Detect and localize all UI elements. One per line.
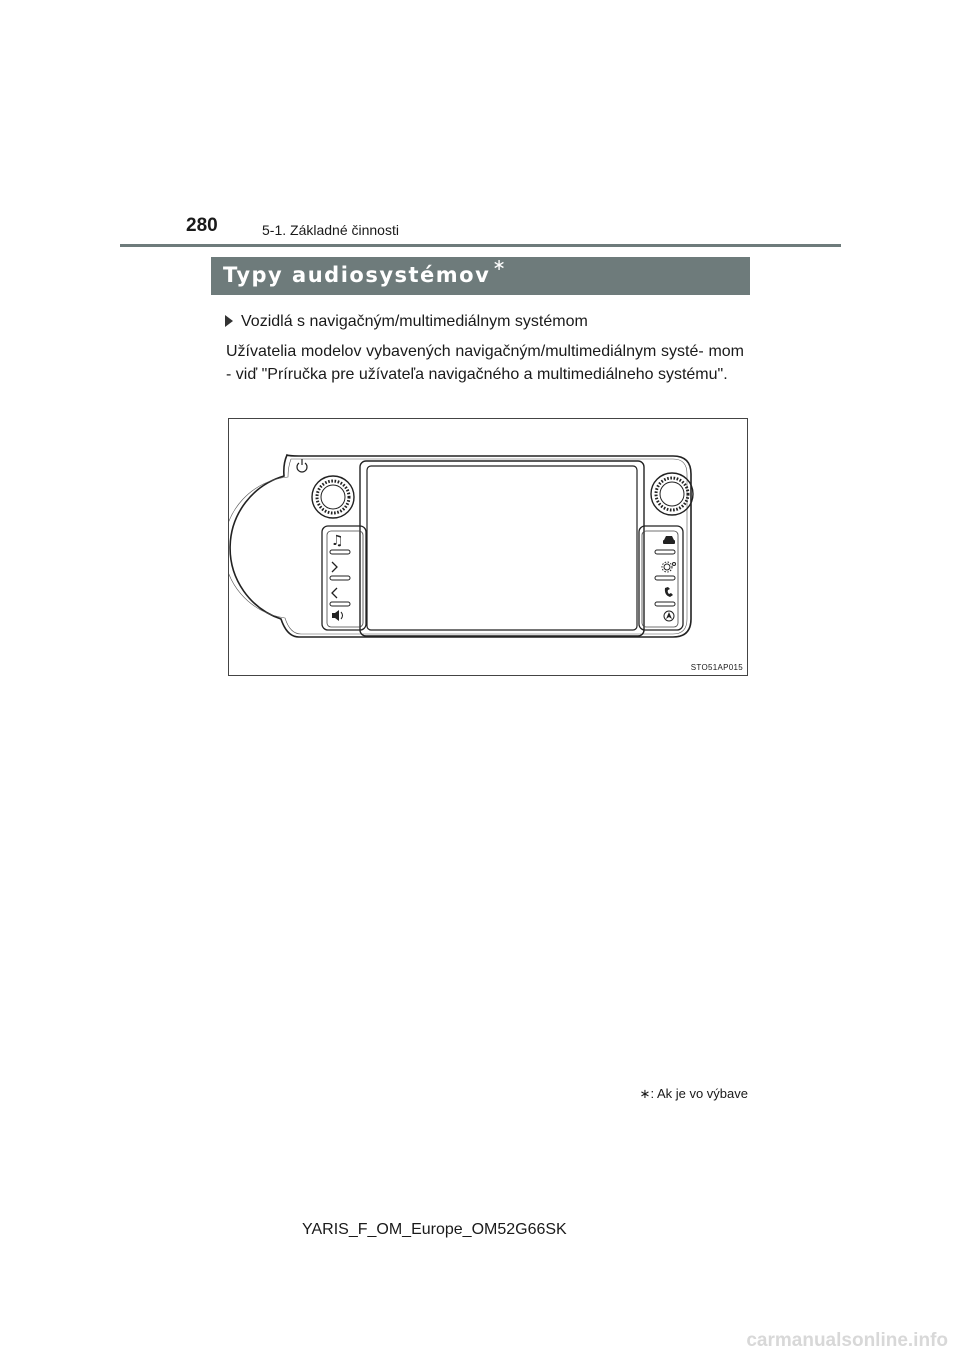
bullet-item <box>225 313 588 331</box>
page-number: 280 <box>186 215 218 236</box>
volume-knob <box>312 476 354 518</box>
title-asterisk: ∗ <box>492 255 508 274</box>
body-paragraph: Užívatelia modelov vybavených navigačným/multimediálnym systé- mom - viď "Príručka pre užívateľa navigačného a multimediálneho systému". <box>226 343 744 383</box>
screen-display <box>367 466 637 630</box>
watermark: carmanualsonline.info <box>746 1330 948 1351</box>
figure-code: STO51AP015 <box>690 663 743 672</box>
unit-housing-inner <box>229 459 687 634</box>
power-icon <box>297 459 307 472</box>
unit-housing <box>230 455 691 637</box>
footnote: ∗: Ak je vo výbave <box>639 1086 748 1101</box>
section-label: 5-1. Základné činnosti <box>262 222 399 238</box>
document-code: YARIS_F_OM_Europe_OM52G66SK <box>302 1221 567 1238</box>
screen-bezel <box>360 461 644 636</box>
triangle-bullet-icon <box>225 315 233 327</box>
right-button-panel <box>639 526 683 630</box>
section-banner <box>211 257 750 295</box>
next-chevron-icon <box>332 562 337 572</box>
settings-icon <box>662 562 676 572</box>
header-rule <box>120 244 841 247</box>
car-icon <box>663 536 675 544</box>
section-title-text: Typy audiosystémov <box>223 263 491 287</box>
music-note-icon: ♫ <box>331 533 344 549</box>
multimedia-unit-illustration <box>229 419 747 675</box>
figure-multimedia-unit <box>228 418 748 676</box>
tune-knob <box>651 473 693 515</box>
navigation-icon <box>664 611 674 621</box>
prev-chevron-icon <box>332 588 337 598</box>
bullet-text: Vozidlá s navigačným/multimediálnym systémom <box>241 313 588 330</box>
phone-icon <box>665 587 673 597</box>
section-title <box>223 255 508 287</box>
speaker-icon <box>332 610 343 621</box>
